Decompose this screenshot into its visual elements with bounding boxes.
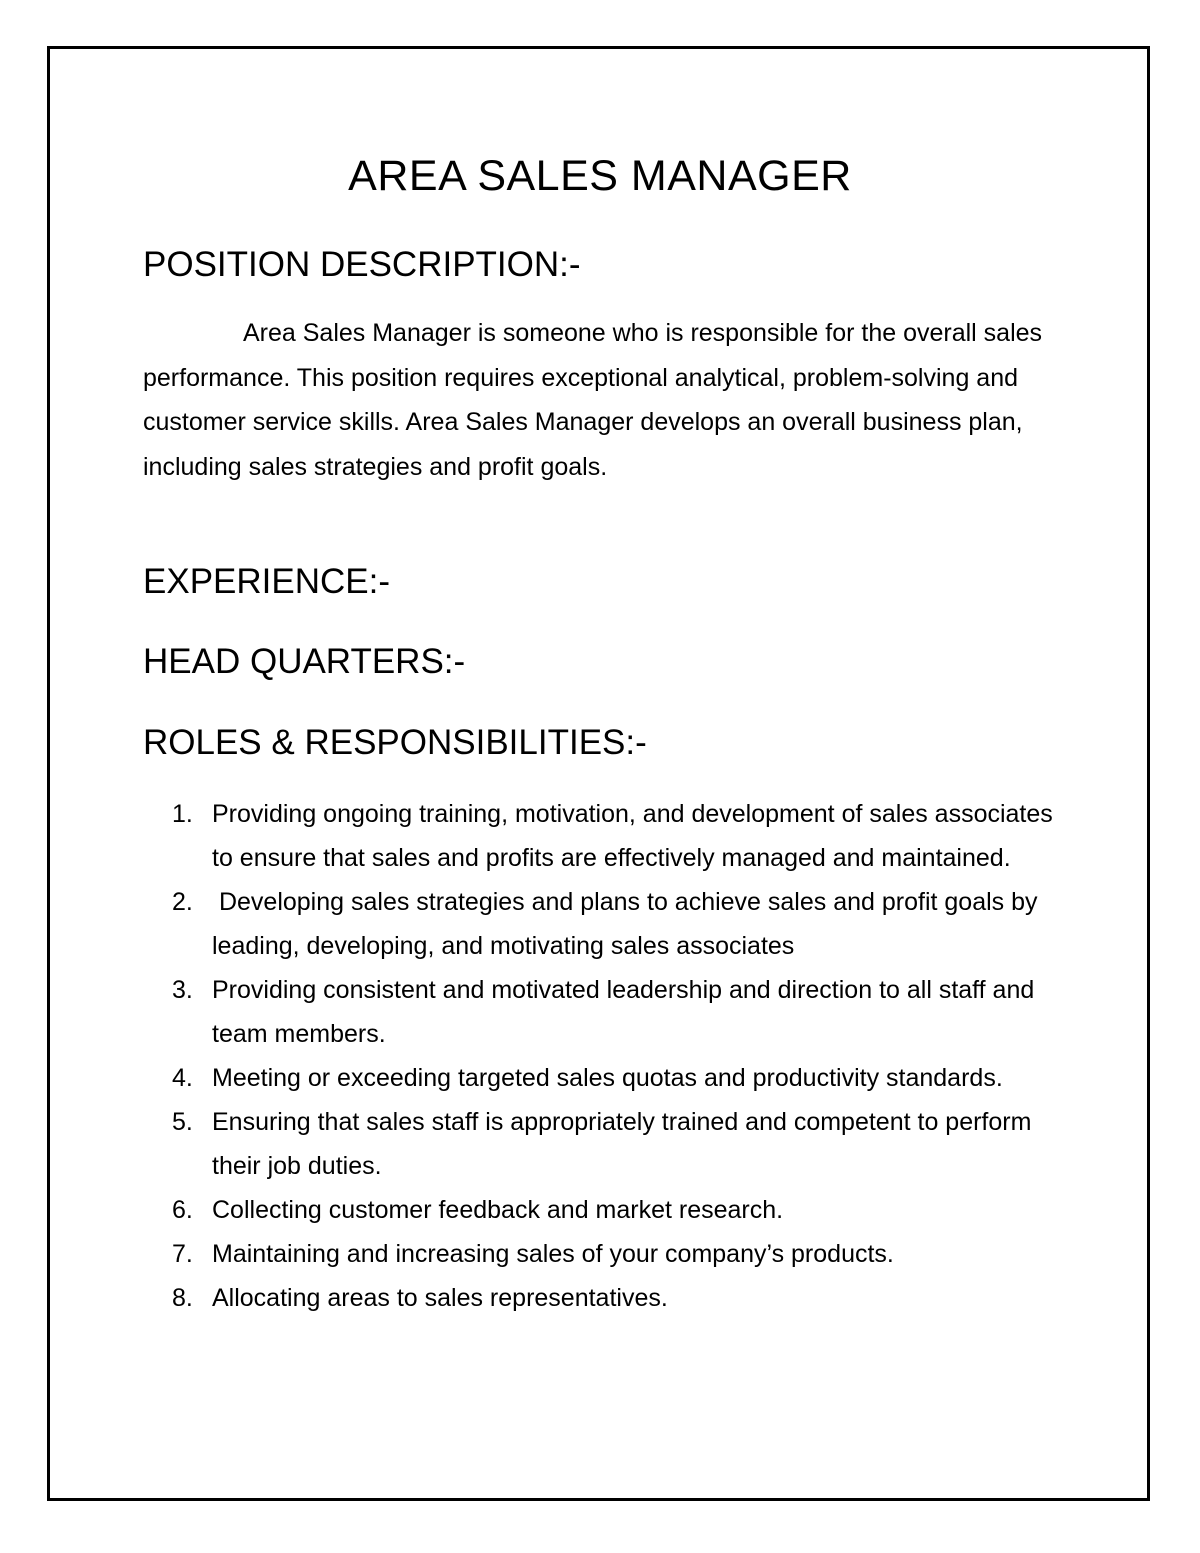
list-item-number: 7. xyxy=(172,1240,193,1268)
list-item-text: Meeting or exceeding targeted sales quotas and productivity standards. xyxy=(212,1064,1003,1092)
responsibilities-list xyxy=(172,792,1072,1320)
experience-heading: EXPERIENCE:- xyxy=(143,562,390,601)
list-item xyxy=(172,1232,1072,1276)
document-title: AREA SALES MANAGER xyxy=(348,152,852,200)
list-item xyxy=(172,1276,1072,1320)
list-item-text: Allocating areas to sales representatives. xyxy=(212,1284,668,1312)
position-description-heading: POSITION DESCRIPTION:- xyxy=(143,245,581,284)
list-item-text: Ensuring that sales staff is appropriately trained and competent to perform their job duties. xyxy=(212,1108,1032,1180)
head-quarters-heading: HEAD QUARTERS:- xyxy=(143,642,466,681)
list-item-text: Providing ongoing training, motivation, and development of sales associates to ensure that sales and profits are effectively managed and maintained. xyxy=(212,800,1053,872)
list-item xyxy=(172,880,1072,968)
list-item-number: 1. xyxy=(172,800,193,828)
list-item-number: 5. xyxy=(172,1108,193,1136)
list-item-number: 6. xyxy=(172,1196,193,1224)
list-item-text: Maintaining and increasing sales of your company’s products. xyxy=(212,1240,894,1268)
list-item xyxy=(172,1188,1072,1232)
list-item xyxy=(172,968,1072,1056)
list-item-number: 3. xyxy=(172,976,193,1004)
list-item xyxy=(172,1056,1072,1100)
list-item-text: Collecting customer feedback and market research. xyxy=(212,1196,784,1224)
list-item-text: Developing sales strategies and plans to achieve sales and profit goals by leading, developing, and motivating sales associates xyxy=(212,888,1045,960)
list-item-number: 8. xyxy=(172,1284,193,1312)
list-item xyxy=(172,1100,1072,1188)
list-item xyxy=(172,792,1072,880)
roles-responsibilities-heading: ROLES & RESPONSIBILITIES:- xyxy=(143,723,647,762)
list-item-number: 4. xyxy=(172,1064,193,1092)
list-item-text: Providing consistent and motivated leadership and direction to all staff and team members. xyxy=(212,976,1035,1048)
list-item-number: 2. xyxy=(172,888,193,916)
position-description-text: Area Sales Manager is someone who is responsible for the overall sales performance. This position requires exceptional analytical, problem-solving and customer service skills. Area Sales Manager develops an overall business plan, including sales strategies and profit goals. xyxy=(143,319,1043,481)
